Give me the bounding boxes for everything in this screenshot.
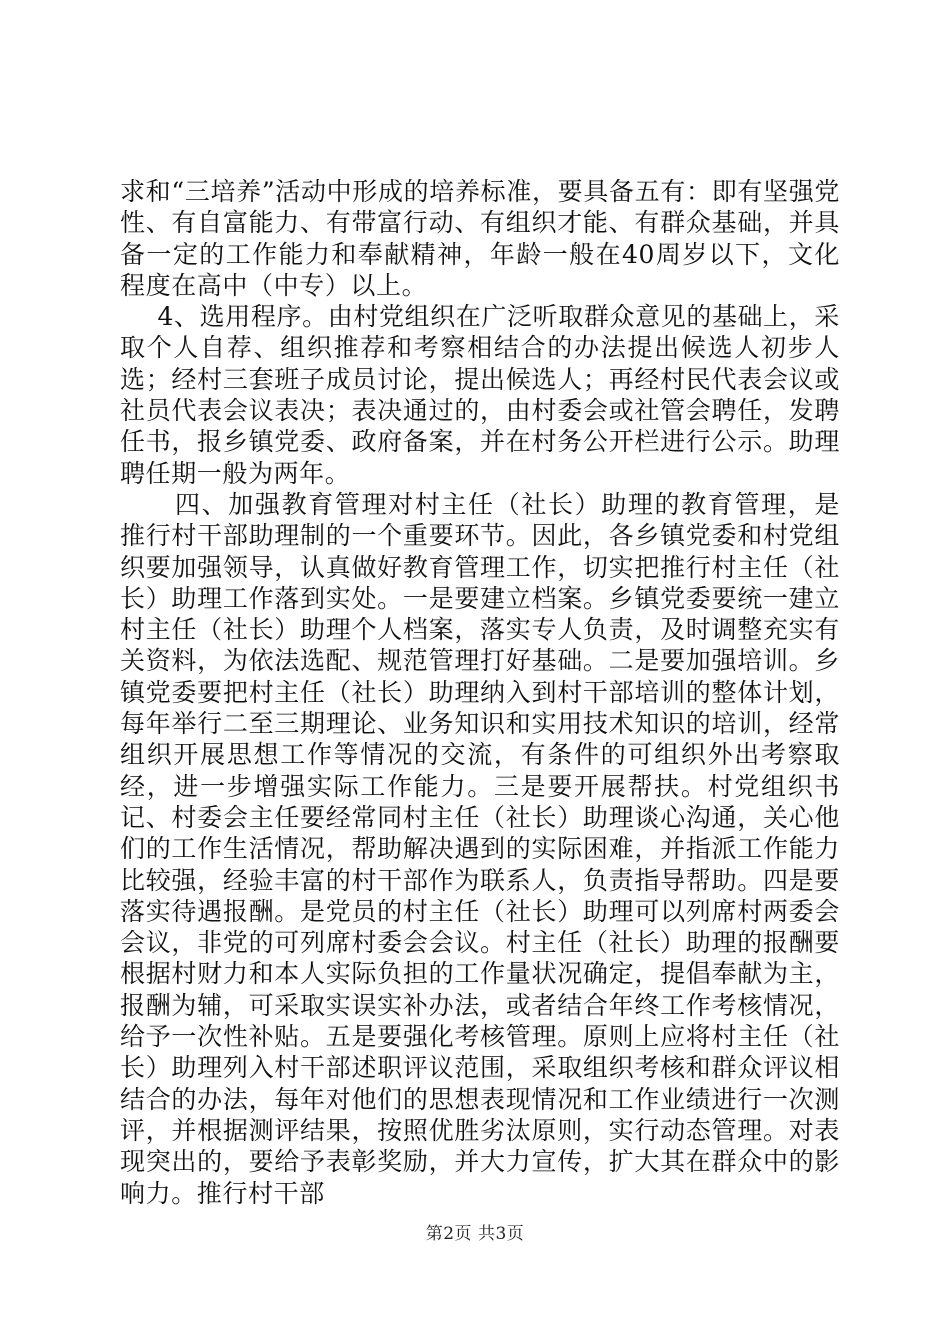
paragraph-continuation: 求和“三培养”活动中形成的培养标准，要具备五有：即有坚强党性、有自富能力、有带富行动、有组织才能、有群众基础，并具备一定的工作能力和奉献精神，年龄一般在40周岁以下，文化程度在高中（中专）以上。	[120, 177, 840, 300]
page-number-indicator: 第2页 共3页	[425, 1224, 525, 1244]
paragraph-education-management: 四、加强教育管理对村主任（社长）助理的教育管理，是推行村干部助理制的一个重要环节。因此，各乡镇党委和村党组织要加强领导，认真做好教育管理工作，切实把推行村主任（社长）助理工作落到实处。一是要建立档案。乡镇党委要统一建立村主任（社长）助理个人档案，落实专人负责，及时调整充实有关资料，为依法选配、规范管理打好基础。二是要加强培训。乡镇党委要把村主任（社长）助理纳入到村干部培训的整体计划，每年举行二至三期理论、业务知识和实用技术知识的培训，经常组织开展思想工作等情况的交流，有条件的可组织外出考察取经，进一步增强实际工作能力。三是要开展帮扶。村党组织书记、村委会主任要经常同村主任（社长）助理谈心沟通，关心他们的工作生活情况，帮助解决遇到的实际困难，并指派工作能力比较强，经验丰富的村干部作为联系人，负责指导帮助。四是要落实待遇报酬。是党员的村主任（社长）助理可以列席村两委会会议，非党的可列席村委会会议。村主任（社长）助理的报酬要根据村财力和本人实际负担的工作量状况确定，提倡奉献为主，报酬为辅，可采取实误实补办法，或者结合年终工作考核情况，给予一次性补贴。五是要强化考核管理。原则上应将村主任（社长）助理列入村干部述职评议范围，采取组织考核和群众评议相结合的办法，每年对他们的思想表现情况和工作业绩进行一次测评，并根据测评结果，按照优胜劣汰原则，实行动态管理。对表现突出的，要给予表彰奖励，并大力宣传，扩大其在群众中的影响力。推行村干部	[120, 489, 840, 1208]
page-footer	[0, 1219, 950, 1244]
document-body	[120, 176, 840, 1209]
paragraph-selection-procedure: 4、选用程序。由村党组织在广泛听取群众意见的基础上，采取个人自荐、组织推荐和考察相结合的办法提出候选人初步人选；经村三套班子成员讨论，提出候选人；再经村民代表会议或社员代表会议表决；表决通过的，由村委会或社管会聘任，发聘任书，报乡镇党委、政府备案，并在村务公开栏进行公示。助理聘任期一般为两年。	[120, 302, 840, 488]
